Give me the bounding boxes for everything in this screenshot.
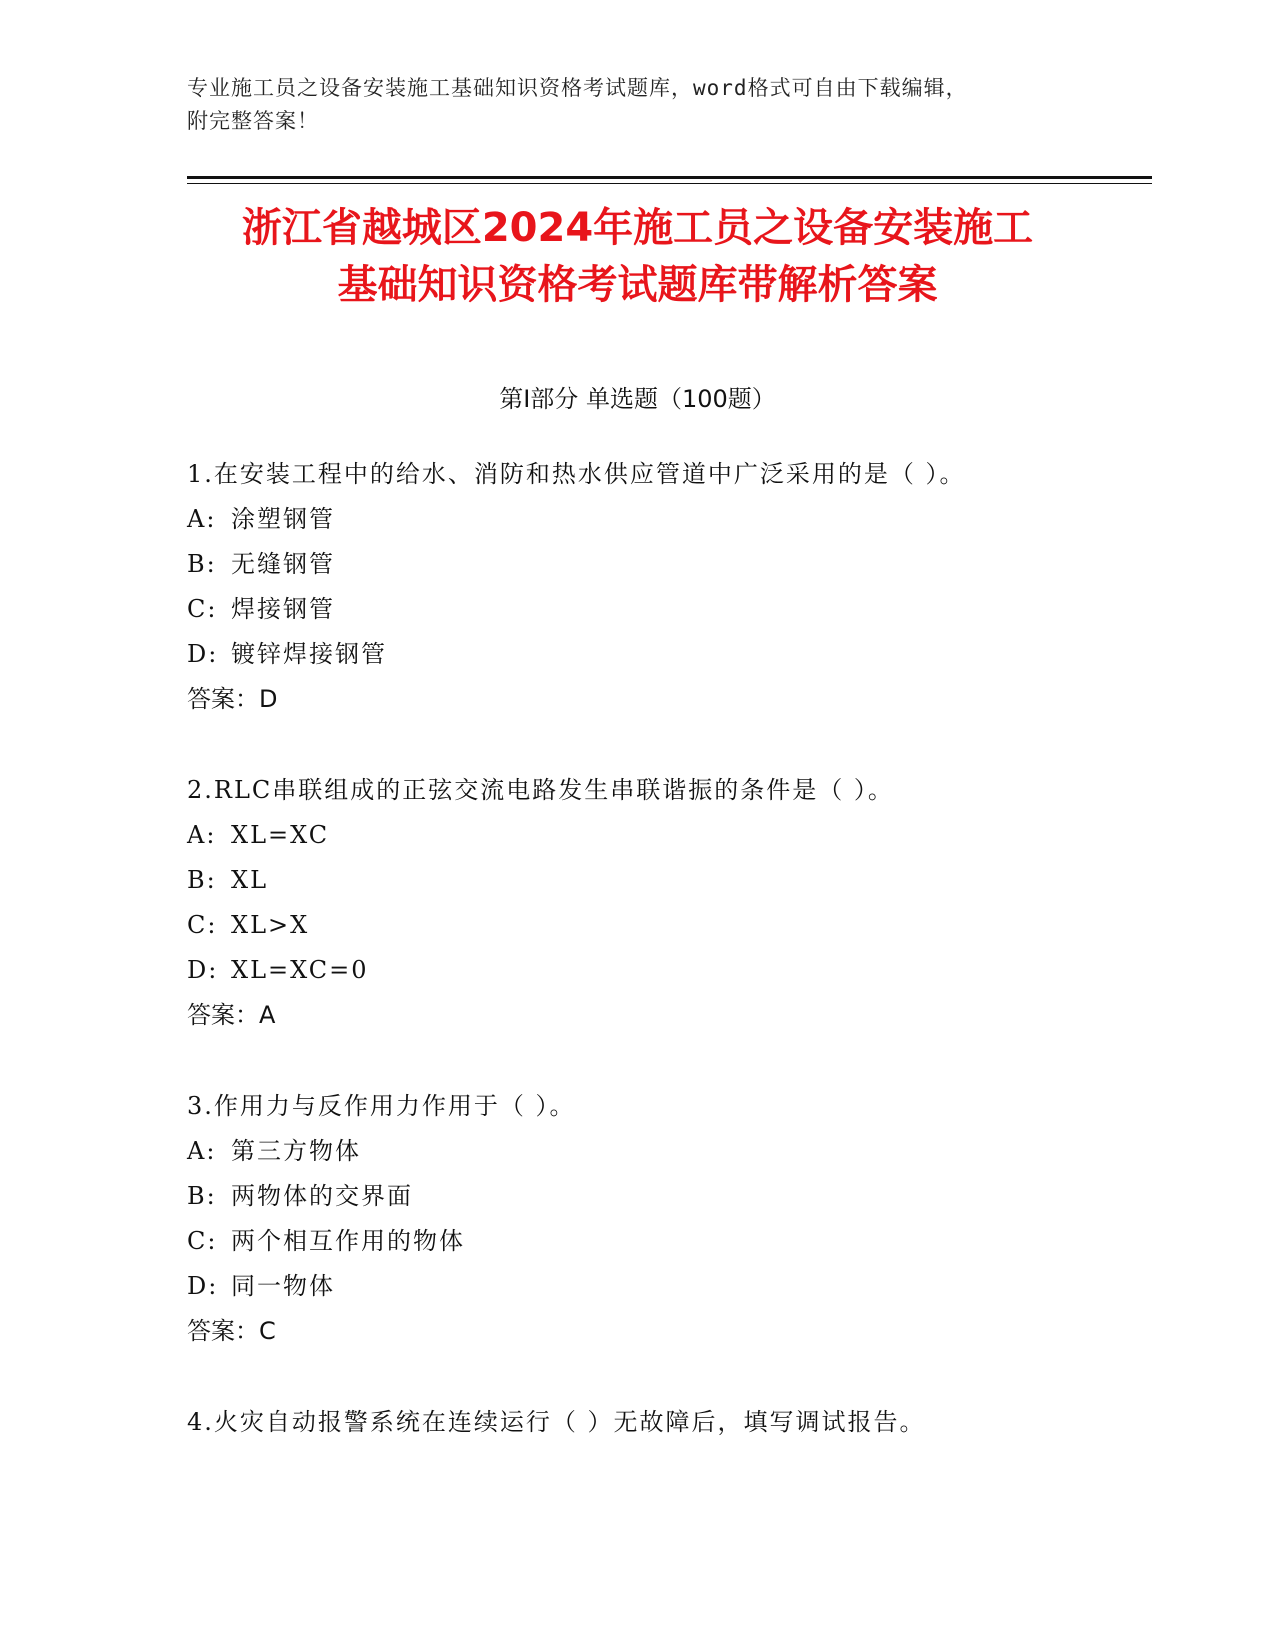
header-divider-thin [187,183,1152,184]
option-letter: B: [187,866,217,894]
question-1 [187,452,1187,722]
option-d [187,632,1187,677]
question-4 [187,1400,1187,1445]
option-letter: A: [187,1137,217,1165]
option-text: XL=XC [231,821,330,849]
option-text: 两物体的交界面 [231,1182,413,1210]
option-c [187,587,1187,632]
option-letter: A: [187,505,217,533]
option-letter: C: [187,1227,218,1255]
option-letter: D: [187,640,219,668]
option-text: 焊接钢管 [231,595,335,623]
option-text: XL>X [231,911,310,939]
option-letter: D: [187,1272,219,1300]
option-c [187,903,1187,948]
option-letter: C: [187,595,218,623]
option-b [187,1174,1187,1219]
section-heading: 第Ⅰ部分 单选题（100题） [499,385,776,413]
option-a [187,497,1187,542]
document-title [150,200,1125,314]
header-note-line-2: 附完整答案！ [187,109,319,133]
option-letter: B: [187,1182,217,1210]
question-stem: 3.作用力与反作用力作用于（ ）。 [187,1092,576,1120]
document-title-line-1: 浙江省越城区2024年施工员之设备安装施工 [241,205,1034,251]
header-divider-thick [187,176,1152,179]
option-letter: D: [187,956,219,984]
question-stem: 4.火灾自动报警系统在连续运行（ ）无故障后，填写调试报告。 [187,1408,926,1436]
option-b [187,858,1187,903]
option-letter: B: [187,550,217,578]
header-note-line-1: 专业施工员之设备安装施工基础知识资格考试题库，word格式可自由下载编辑， [187,76,968,100]
header-note [187,72,1087,138]
option-letter: C: [187,911,218,939]
answer-line: 答案：A [187,1001,276,1029]
option-text: 两个相互作用的物体 [231,1227,465,1255]
option-a [187,1129,1187,1174]
document-title-line-2: 基础知识资格考试题库带解析答案 [337,262,938,308]
option-b [187,542,1187,587]
option-text: 同一物体 [231,1272,335,1300]
option-text: 镀锌焊接钢管 [231,640,387,668]
option-d [187,948,1187,993]
option-text: 第三方物体 [231,1137,361,1165]
option-a [187,813,1187,858]
option-d [187,1264,1187,1309]
question-3 [187,1084,1187,1354]
option-text: 涂塑钢管 [231,505,335,533]
question-2 [187,768,1187,1038]
question-stem: 1.在安装工程中的给水、消防和热水供应管道中广泛采用的是（ ）。 [187,460,966,488]
option-c [187,1219,1187,1264]
option-text: 无缝钢管 [231,550,335,578]
option-text: XL=XC=0 [231,956,369,984]
answer-line: 答案：C [187,1317,276,1345]
option-letter: A: [187,821,217,849]
answer-line: 答案：D [187,685,278,713]
question-stem: 2.RLC串联组成的正弦交流电路发生串联谐振的条件是（ ）。 [187,776,894,804]
option-text: XL [231,866,269,894]
